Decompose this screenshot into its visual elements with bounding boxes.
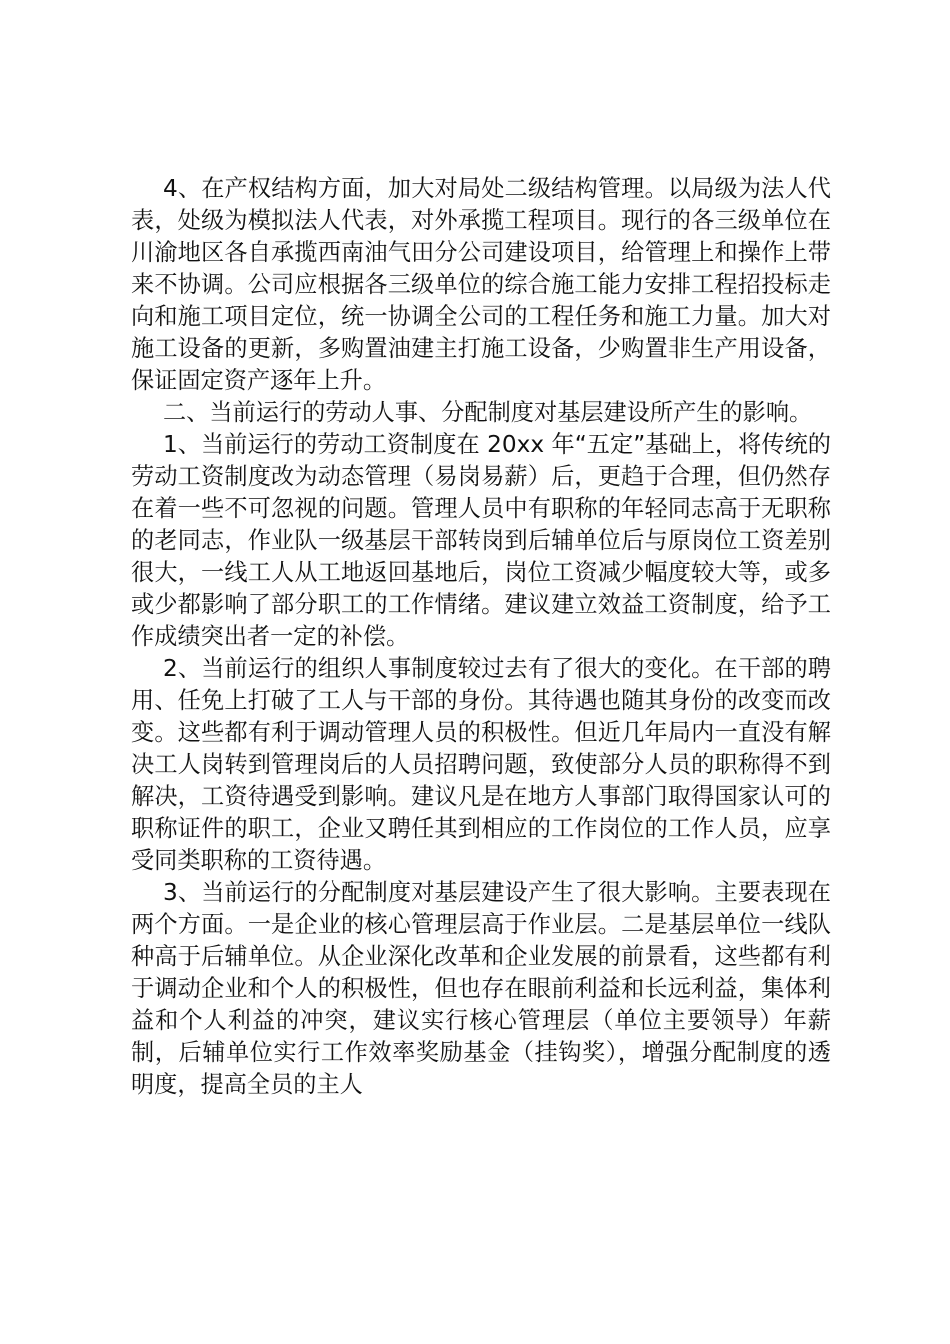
paragraph-distribution-system: 3、当前运行的分配制度对基层建设产生了很大影响。主要表现在两个方面。一是企业的核心管理层高于作业层。二是基层单位一线队种高于后辅单位。从企业深化改革和企业发展的前景看，这些都有利于调动企业和个人的积极性，但也存在眼前利益和长远利益，集体利益和个人利益的冲突，建议实行核心管理层（单位主要领导）年薪制，后辅单位实行工作效率奖励基金（挂钩奖），增强分配制度的透明度，提高全员的主人 (131, 879, 831, 1098)
document-body (131, 173, 831, 1101)
paragraph-property-structure: 4、在产权结构方面，加大对局处二级结构管理。以局级为法人代表，处级为模拟法人代表，对外承揽工程项目。现行的各三级单位在川渝地区各自承揽西南油气田分公司建设项目，给管理上和操作上带来不协调。公司应根据各三级单位的综合施工能力安排工程招投标走向和施工项目定位，统一协调全公司的工程任务和施工力量。加大对施工设备的更新，多购置油建主打施工设备，少购置非生产用设备，保证固定资产逐年上升。 (131, 175, 831, 394)
paragraph-labor-wage-system: 1、当前运行的劳动工资制度在 20xx 年“五定”基础上，将传统的劳动工资制度改为动态管理（易岗易薪）后，更趋于合理，但仍然存在着一些不可忽视的问题。管理人员中有职称的年轻同志高于无职称的老同志，作业队一级基层干部转岗到后辅单位后与原岗位工资差别很大，一线工人从工地返回基地后，岗位工资减少幅度较大等，或多或少都影响了部分职工的工作情绪。建议建立效益工资制度，给予工作成绩突出者一定的补偿。 (131, 431, 831, 650)
section-heading-labor-distribution: 二、当前运行的劳动人事、分配制度对基层建设所产生的影响。 (163, 399, 813, 426)
paragraph-personnel-system: 2、当前运行的组织人事制度较过去有了很大的变化。在干部的聘用、任免上打破了工人与干部的身份。其待遇也随其身份的改变而改变。这些都有利于调动管理人员的积极性。但近几年局内一直没有解决工人岗转到管理岗后的人员招聘问题，致使部分人员的职称得不到解决，工资待遇受到影响。建议凡是在地方人事部门取得国家认可的职称证件的职工，企业又聘任其到相应的工作岗位的工作人员，应享受同类职称的工资待遇。 (131, 655, 831, 874)
